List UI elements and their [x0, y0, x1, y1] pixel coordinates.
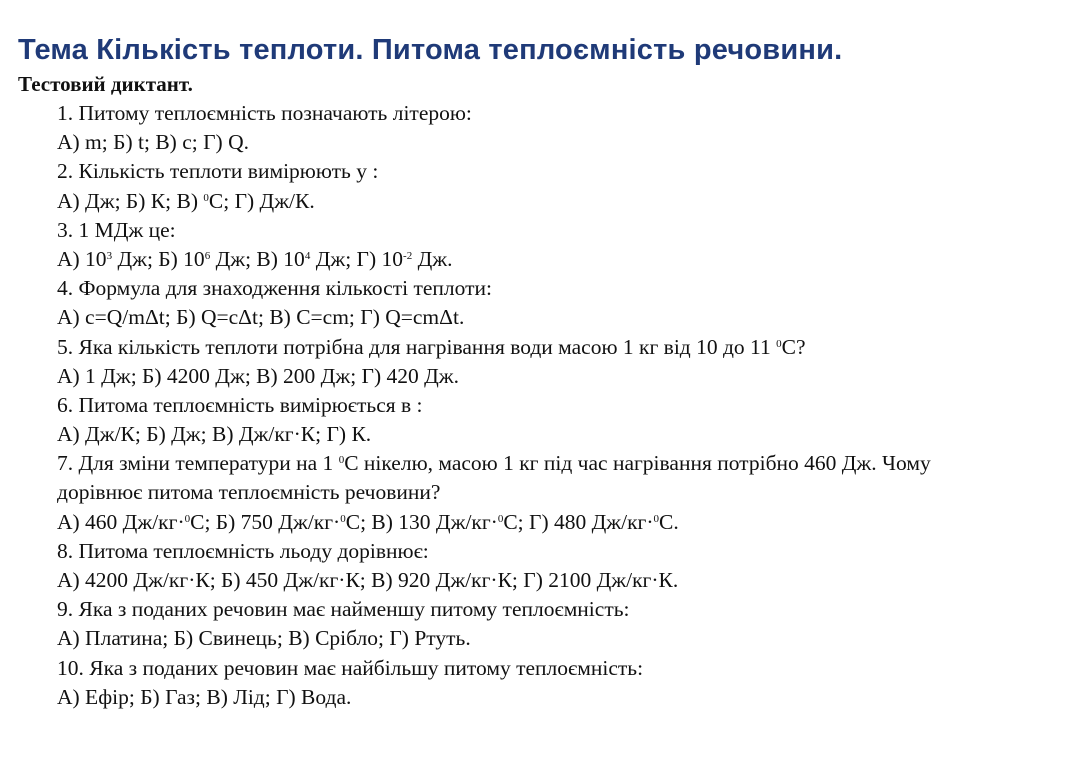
- question-5: 5. Яка кількість теплоти потрібна для нагрівання води масою 1 кг від 10 до 11 $^0$С?: [57, 334, 806, 359]
- answer-3: А) $10^3$ Дж; Б) $10^6$ Дж; В) $10^4$ Дж; Г) $10^{-2}$ Дж.: [57, 246, 453, 271]
- question-list: [57, 99, 1067, 712]
- answer-8: А) 4200 Дж/кг·К; Б) 450 Дж/кг·К; В) 920 Дж/кг·К; Г) 2100 Дж/кг·К.: [57, 568, 679, 592]
- question-2: 2. Кількість теплоти вимірюють у :: [57, 159, 379, 184]
- answer-9: А) Платина; Б) Свинець; В) Срібло; Г) Ртуть.: [57, 626, 471, 651]
- question-7-continued: дорівнює питома теплоємність речовини?: [57, 480, 441, 505]
- question-8: 8. Питома теплоємність льоду дорівнює:: [57, 538, 429, 563]
- answer-4: А) c=Q/mΔt; Б) Q=cΔt; В) C=cm; Г) Q=cmΔt.: [57, 305, 465, 330]
- question-7: 7. Для зміни температури на 1 $^0$С нікелю, масою 1 кг під час нагрівання потрібно 460 Дж. Чому: [57, 451, 931, 476]
- section-subtitle: Тестовий диктант.: [18, 72, 193, 96]
- answer-2: А) Дж; Б) К; В) $^0$С; Г) Дж/К.: [57, 188, 315, 213]
- answer-7: А) 460 Дж/кг·$^0$С; Б) 750 Дж/кг·$^0$С; В) 130 Дж/кг·$^0$С; Г) 480 Дж/кг·$^0$С.: [57, 509, 679, 534]
- question-1: 1. Питому теплоємність позначають літерою:: [57, 101, 472, 125]
- answer-1: А) m; Б) t; В) c; Г) Q.: [57, 130, 249, 155]
- question-4: 4. Формула для знаходження кількості теплоти:: [57, 276, 492, 301]
- question-10: 10. Яка з поданих речовин має найбільшу питому теплоємність:: [57, 655, 644, 680]
- question-9: 9. Яка з поданих речовин має найменшу питому теплоємність:: [57, 597, 630, 622]
- answer-10: А) Ефір; Б) Газ; В) Лід; Г) Вода.: [57, 684, 352, 709]
- question-6: 6. Питома теплоємність вимірюється в :: [57, 392, 423, 417]
- page-title: Тема Кількість теплоти. Питома теплоємність речовини.: [18, 34, 843, 66]
- answer-6: А) Дж/К; Б) Дж; В) Дж/кг·К; Г) К.: [57, 422, 372, 447]
- answer-5: А) 1 Дж; Б) 4200 Дж; В) 200 Дж; Г) 420 Дж.: [57, 363, 460, 388]
- question-3: 3. 1 МДж це:: [57, 217, 176, 242]
